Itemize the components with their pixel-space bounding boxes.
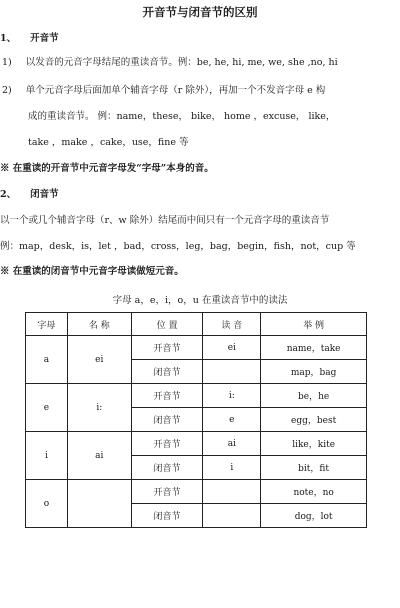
item-text: 单个元音字母后面加单个辅音字母（r 除外），再加一个不发音字母 e 构 — [25, 85, 326, 96]
position-cell: 闭音节 — [131, 504, 203, 528]
sound-cell — [203, 480, 261, 504]
position-cell: 开音节 — [131, 384, 203, 408]
section1-title: 开音节 — [30, 33, 59, 44]
position-cell: 开音节 — [131, 432, 203, 456]
examples-cell: map，bag — [261, 360, 367, 384]
header-position: 位 置 — [131, 313, 203, 336]
position-cell: 开音节 — [131, 336, 203, 360]
position-cell: 闭音节 — [131, 408, 203, 432]
sound-cell: ai — [203, 432, 261, 456]
section2-examples: 例：map，desk，is，let ，bad，cross，leg，bag，begin，fish，not，cup 等 — [0, 241, 356, 252]
name-cell: ei — [67, 336, 131, 384]
position-cell: 闭音节 — [131, 456, 203, 480]
examples-cell: dog，lot — [261, 504, 367, 528]
sound-cell: ei — [203, 336, 261, 360]
header-sound: 读 音 — [203, 313, 261, 336]
sound-cell: i — [203, 456, 261, 480]
examples-cell: note，no — [261, 480, 367, 504]
name-cell: i: — [67, 384, 131, 432]
section1-continuation-2: take ，make ，cake，use，fine 等 — [28, 137, 189, 148]
table-caption: 字母 a，e，i，o，u 在重读音节中的读法 — [112, 295, 288, 306]
name-cell — [67, 480, 131, 528]
sound-cell — [203, 504, 261, 528]
section2-note: ※ 在重读的闭音节中元音字母读做短元音。 — [0, 266, 184, 277]
header-name: 名 称 — [67, 313, 131, 336]
section1-heading — [0, 32, 59, 46]
letter-cell: a — [26, 336, 68, 384]
table-row — [26, 432, 367, 456]
letter-cell: e — [26, 384, 68, 432]
table-row — [26, 336, 367, 360]
item-text: 以发音的元音字母结尾的重读音节。例：be, he, hi, me, we, she ,no, hi — [25, 57, 338, 68]
sound-cell: e — [203, 408, 261, 432]
letter-cell: o — [26, 480, 68, 528]
section1-continuation-1: 成的重读音节。 例：name，these， bike， home ，excuse， like， — [28, 111, 336, 122]
header-examples: 举 例 — [261, 313, 367, 336]
position-cell: 开音节 — [131, 480, 203, 504]
sound-cell — [203, 360, 261, 384]
examples-cell: name，take — [261, 336, 367, 360]
examples-cell: egg，best — [261, 408, 367, 432]
vowel-pronunciation-table — [25, 312, 367, 528]
table-row — [26, 384, 367, 408]
table-header-row — [26, 313, 367, 336]
section1-note: ※ 在重读的开音节中元音字母发“字母”本身的音。 — [0, 163, 214, 174]
examples-cell: bit，fit — [261, 456, 367, 480]
examples-cell: be，he — [261, 384, 367, 408]
section1-number: 1、 — [0, 33, 17, 44]
section2-definition: 以一个或几个辅音字母（r、w 除外）结尾而中间只有一个元音字母的重读音节 — [0, 215, 330, 226]
section1-item-2 — [2, 84, 325, 98]
table-row — [26, 480, 367, 504]
item-marker: 1) — [2, 57, 12, 68]
section1-item-1 — [2, 56, 338, 70]
item-marker: 2) — [2, 85, 12, 96]
section2-heading — [0, 188, 59, 202]
letter-cell: i — [26, 432, 68, 480]
section2-number: 2、 — [0, 189, 17, 200]
header-letter: 字母 — [26, 313, 68, 336]
examples-cell: like，kite — [261, 432, 367, 456]
sound-cell: i: — [203, 384, 261, 408]
section2-title: 闭音节 — [30, 189, 59, 200]
name-cell: ai — [67, 432, 131, 480]
position-cell: 闭音节 — [131, 360, 203, 384]
page-title: 开音节与闭音节的区别 — [142, 5, 258, 19]
